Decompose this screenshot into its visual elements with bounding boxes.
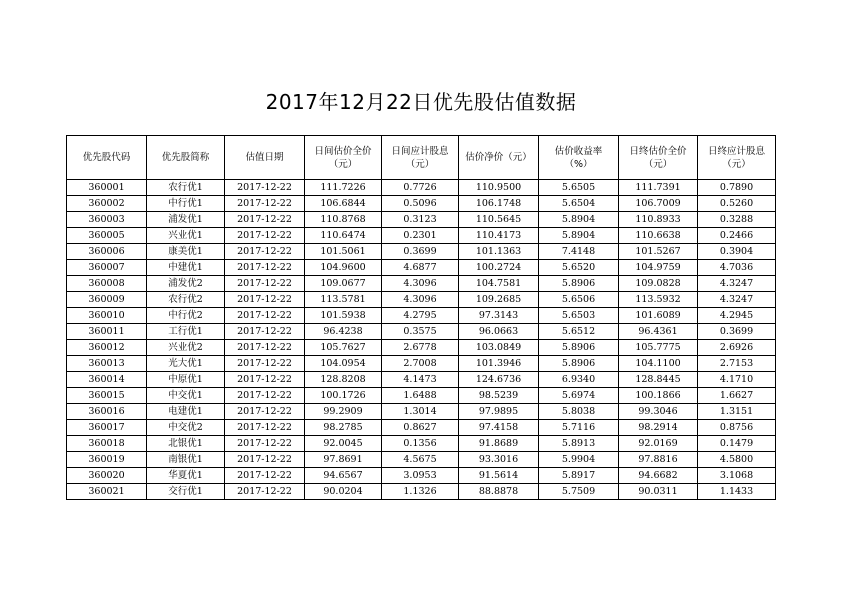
- cell-eod-full-price: 105.7775: [619, 340, 698, 356]
- cell-net-price: 88.8878: [459, 484, 539, 500]
- cell-eod-accrued-dividend: 3.1068: [698, 468, 776, 484]
- cell-yield: 5.7509: [539, 484, 619, 500]
- cell-intraday-full-price: 99.2909: [305, 404, 382, 420]
- cell-date: 2017-12-22: [225, 292, 305, 308]
- column-header-line: 日间应计股息: [391, 145, 449, 157]
- cell-eod-accrued-dividend: 4.3247: [698, 292, 776, 308]
- cell-date: 2017-12-22: [225, 372, 305, 388]
- cell-intraday-accrued-dividend: 0.3575: [382, 324, 459, 340]
- cell-code: 360021: [67, 484, 147, 500]
- cell-eod-full-price: 101.6089: [619, 308, 698, 324]
- cell-name: 中行优2: [147, 308, 225, 324]
- cell-code: 360007: [67, 260, 147, 276]
- cell-date: 2017-12-22: [225, 452, 305, 468]
- cell-date: 2017-12-22: [225, 436, 305, 452]
- cell-code: 360011: [67, 324, 147, 340]
- column-header-date: [225, 136, 305, 180]
- cell-code: 360001: [67, 180, 147, 196]
- cell-code: 360013: [67, 356, 147, 372]
- cell-net-price: 110.5645: [459, 212, 539, 228]
- cell-eod-accrued-dividend: 0.3288: [698, 212, 776, 228]
- column-header-net-price: [459, 136, 539, 180]
- cell-code: 360003: [67, 212, 147, 228]
- cell-eod-accrued-dividend: 4.7036: [698, 260, 776, 276]
- cell-intraday-accrued-dividend: 4.6877: [382, 260, 459, 276]
- cell-intraday-full-price: 98.2785: [305, 420, 382, 436]
- cell-net-price: 124.6736: [459, 372, 539, 388]
- cell-eod-accrued-dividend: 1.1433: [698, 484, 776, 500]
- table-row: [67, 180, 776, 196]
- cell-date: 2017-12-22: [225, 484, 305, 500]
- cell-yield: 7.4148: [539, 244, 619, 260]
- cell-code: 360009: [67, 292, 147, 308]
- cell-eod-full-price: 110.6638: [619, 228, 698, 244]
- cell-intraday-full-price: 105.7627: [305, 340, 382, 356]
- column-header-code: [67, 136, 147, 180]
- column-header-line: 优先股简称: [161, 152, 210, 163]
- column-header-line: （元）: [643, 158, 673, 170]
- cell-eod-accrued-dividend: 2.6926: [698, 340, 776, 356]
- cell-name: 北银优1: [147, 436, 225, 452]
- column-header-eod-accrued-dividend: [698, 136, 776, 180]
- cell-name: 中交优2: [147, 420, 225, 436]
- cell-code: 360020: [67, 468, 147, 484]
- cell-eod-full-price: 97.8816: [619, 452, 698, 468]
- cell-net-price: 101.1363: [459, 244, 539, 260]
- cell-eod-accrued-dividend: 0.7890: [698, 180, 776, 196]
- valuation-table: [66, 135, 776, 500]
- cell-net-price: 97.4158: [459, 420, 539, 436]
- cell-yield: 5.8906: [539, 356, 619, 372]
- cell-eod-accrued-dividend: 0.3699: [698, 324, 776, 340]
- cell-intraday-full-price: 113.5781: [305, 292, 382, 308]
- cell-eod-full-price: 104.9759: [619, 260, 698, 276]
- cell-eod-accrued-dividend: 4.1710: [698, 372, 776, 388]
- header-row: [67, 136, 776, 180]
- cell-yield: 5.8038: [539, 404, 619, 420]
- cell-code: 360018: [67, 436, 147, 452]
- cell-intraday-accrued-dividend: 0.5096: [382, 196, 459, 212]
- cell-name: 兴业优1: [147, 228, 225, 244]
- cell-intraday-accrued-dividend: 0.8627: [382, 420, 459, 436]
- cell-name: 中行优1: [147, 196, 225, 212]
- column-header-line: 日终应计股息: [707, 145, 765, 157]
- cell-intraday-accrued-dividend: 0.3123: [382, 212, 459, 228]
- cell-eod-accrued-dividend: 0.8756: [698, 420, 776, 436]
- cell-name: 农行优2: [147, 292, 225, 308]
- cell-yield: 5.6505: [539, 180, 619, 196]
- cell-eod-accrued-dividend: 4.3247: [698, 276, 776, 292]
- cell-intraday-accrued-dividend: 3.0953: [382, 468, 459, 484]
- cell-yield: 5.8917: [539, 468, 619, 484]
- cell-eod-accrued-dividend: 1.3151: [698, 404, 776, 420]
- table-row: [67, 404, 776, 420]
- column-header-line: 日间估价全价: [314, 145, 372, 157]
- cell-net-price: 98.5239: [459, 388, 539, 404]
- cell-eod-accrued-dividend: 0.3904: [698, 244, 776, 260]
- cell-yield: 5.8906: [539, 340, 619, 356]
- cell-yield: 5.6503: [539, 308, 619, 324]
- cell-name: 康美优1: [147, 244, 225, 260]
- cell-yield: 5.6506: [539, 292, 619, 308]
- table-row: [67, 484, 776, 500]
- cell-net-price: 103.0849: [459, 340, 539, 356]
- cell-intraday-accrued-dividend: 0.7726: [382, 180, 459, 196]
- table-row: [67, 452, 776, 468]
- cell-name: 农行优1: [147, 180, 225, 196]
- cell-eod-full-price: 101.5267: [619, 244, 698, 260]
- cell-eod-full-price: 94.6682: [619, 468, 698, 484]
- column-header-line: 优先股代码: [82, 152, 131, 163]
- table-row: [67, 196, 776, 212]
- cell-date: 2017-12-22: [225, 420, 305, 436]
- document-title: 2017年12月22日优先股估值数据: [265, 90, 577, 114]
- cell-intraday-accrued-dividend: 1.6488: [382, 388, 459, 404]
- cell-eod-accrued-dividend: 2.7153: [698, 356, 776, 372]
- cell-eod-full-price: 98.2914: [619, 420, 698, 436]
- cell-yield: 5.7116: [539, 420, 619, 436]
- cell-intraday-full-price: 97.8691: [305, 452, 382, 468]
- cell-code: 360015: [67, 388, 147, 404]
- cell-intraday-full-price: 111.7226: [305, 180, 382, 196]
- cell-intraday-accrued-dividend: 1.3014: [382, 404, 459, 420]
- cell-net-price: 91.5614: [459, 468, 539, 484]
- cell-code: 360012: [67, 340, 147, 356]
- cell-eod-full-price: 90.0311: [619, 484, 698, 500]
- column-header-intraday-full-price: [305, 136, 382, 180]
- cell-date: 2017-12-22: [225, 388, 305, 404]
- cell-name: 交行优1: [147, 484, 225, 500]
- cell-intraday-full-price: 94.6567: [305, 468, 382, 484]
- column-header-line: 估价净价（元）: [465, 152, 532, 163]
- cell-eod-full-price: 104.1100: [619, 356, 698, 372]
- column-header-line: （%）: [564, 158, 593, 170]
- cell-eod-full-price: 110.8933: [619, 212, 698, 228]
- table-row: [67, 340, 776, 356]
- cell-intraday-full-price: 101.5061: [305, 244, 382, 260]
- cell-eod-full-price: 106.7009: [619, 196, 698, 212]
- cell-date: 2017-12-22: [225, 356, 305, 372]
- cell-date: 2017-12-22: [225, 404, 305, 420]
- table-row: [67, 228, 776, 244]
- cell-eod-accrued-dividend: 1.6627: [698, 388, 776, 404]
- table-row: [67, 260, 776, 276]
- column-header-eod-full-price: [619, 136, 698, 180]
- cell-intraday-accrued-dividend: 0.1356: [382, 436, 459, 452]
- table-row: [67, 244, 776, 260]
- cell-yield: 5.6520: [539, 260, 619, 276]
- cell-code: 360010: [67, 308, 147, 324]
- cell-date: 2017-12-22: [225, 308, 305, 324]
- cell-yield: 5.8913: [539, 436, 619, 452]
- cell-code: 360006: [67, 244, 147, 260]
- cell-net-price: 101.3946: [459, 356, 539, 372]
- cell-intraday-accrued-dividend: 4.3096: [382, 276, 459, 292]
- cell-code: 360017: [67, 420, 147, 436]
- cell-intraday-accrued-dividend: 4.5675: [382, 452, 459, 468]
- cell-eod-full-price: 100.1866: [619, 388, 698, 404]
- cell-net-price: 106.1748: [459, 196, 539, 212]
- cell-date: 2017-12-22: [225, 468, 305, 484]
- cell-eod-full-price: 109.0828: [619, 276, 698, 292]
- column-header-line: （元）: [405, 158, 435, 170]
- column-header-name: [147, 136, 225, 180]
- cell-eod-full-price: 96.4361: [619, 324, 698, 340]
- cell-intraday-accrued-dividend: 2.6778: [382, 340, 459, 356]
- cell-intraday-full-price: 96.4238: [305, 324, 382, 340]
- column-header-line: 估值日期: [245, 152, 284, 163]
- cell-yield: 5.6974: [539, 388, 619, 404]
- cell-intraday-full-price: 92.0045: [305, 436, 382, 452]
- table-row: [67, 308, 776, 324]
- cell-name: 浦发优1: [147, 212, 225, 228]
- cell-eod-accrued-dividend: 4.2945: [698, 308, 776, 324]
- cell-name: 南银优1: [147, 452, 225, 468]
- column-header-intraday-accrued-dividend: [382, 136, 459, 180]
- cell-name: 中交优1: [147, 388, 225, 404]
- cell-date: 2017-12-22: [225, 228, 305, 244]
- cell-code: 360014: [67, 372, 147, 388]
- table-row: [67, 468, 776, 484]
- cell-net-price: 93.3016: [459, 452, 539, 468]
- cell-intraday-full-price: 104.0954: [305, 356, 382, 372]
- cell-intraday-full-price: 104.9600: [305, 260, 382, 276]
- cell-date: 2017-12-22: [225, 212, 305, 228]
- cell-yield: 5.6504: [539, 196, 619, 212]
- cell-date: 2017-12-22: [225, 276, 305, 292]
- cell-code: 360002: [67, 196, 147, 212]
- cell-intraday-full-price: 110.8768: [305, 212, 382, 228]
- table-row: [67, 436, 776, 452]
- table-row: [67, 292, 776, 308]
- cell-intraday-accrued-dividend: 0.2301: [382, 228, 459, 244]
- cell-intraday-accrued-dividend: 0.3699: [382, 244, 459, 260]
- cell-eod-accrued-dividend: 0.2466: [698, 228, 776, 244]
- cell-net-price: 97.3143: [459, 308, 539, 324]
- cell-intraday-full-price: 100.1726: [305, 388, 382, 404]
- cell-eod-accrued-dividend: 4.5800: [698, 452, 776, 468]
- table-row: [67, 420, 776, 436]
- cell-intraday-accrued-dividend: 1.1326: [382, 484, 459, 500]
- cell-intraday-full-price: 90.0204: [305, 484, 382, 500]
- cell-net-price: 110.9500: [459, 180, 539, 196]
- cell-intraday-accrued-dividend: 4.2795: [382, 308, 459, 324]
- column-header-line: （元）: [722, 158, 751, 170]
- cell-yield: 5.6512: [539, 324, 619, 340]
- cell-name: 浦发优2: [147, 276, 225, 292]
- table-row: [67, 324, 776, 340]
- cell-intraday-full-price: 110.6474: [305, 228, 382, 244]
- cell-intraday-full-price: 128.8208: [305, 372, 382, 388]
- table-row: [67, 372, 776, 388]
- cell-name: 中建优1: [147, 260, 225, 276]
- cell-intraday-accrued-dividend: 4.3096: [382, 292, 459, 308]
- table-row: [67, 276, 776, 292]
- cell-name: 电建优1: [147, 404, 225, 420]
- cell-name: 工行优1: [147, 324, 225, 340]
- cell-code: 360019: [67, 452, 147, 468]
- cell-net-price: 109.2685: [459, 292, 539, 308]
- table-row: [67, 356, 776, 372]
- cell-date: 2017-12-22: [225, 324, 305, 340]
- cell-date: 2017-12-22: [225, 260, 305, 276]
- cell-yield: 6.9340: [539, 372, 619, 388]
- cell-yield: 5.8904: [539, 212, 619, 228]
- column-header-line: 日终估价全价: [629, 145, 687, 157]
- cell-eod-accrued-dividend: 0.5260: [698, 196, 776, 212]
- cell-yield: 5.9904: [539, 452, 619, 468]
- cell-eod-full-price: 99.3046: [619, 404, 698, 420]
- cell-eod-full-price: 128.8445: [619, 372, 698, 388]
- cell-date: 2017-12-22: [225, 196, 305, 212]
- cell-code: 360005: [67, 228, 147, 244]
- cell-yield: 5.8904: [539, 228, 619, 244]
- cell-code: 360016: [67, 404, 147, 420]
- cell-eod-full-price: 113.5932: [619, 292, 698, 308]
- cell-net-price: 110.4173: [459, 228, 539, 244]
- cell-net-price: 100.2724: [459, 260, 539, 276]
- cell-intraday-accrued-dividend: 4.1473: [382, 372, 459, 388]
- cell-name: 华夏优1: [147, 468, 225, 484]
- cell-eod-full-price: 92.0169: [619, 436, 698, 452]
- table-body: [67, 180, 776, 500]
- cell-date: 2017-12-22: [225, 340, 305, 356]
- table-row: [67, 388, 776, 404]
- cell-date: 2017-12-22: [225, 180, 305, 196]
- cell-date: 2017-12-22: [225, 244, 305, 260]
- cell-net-price: 97.9895: [459, 404, 539, 420]
- cell-net-price: 104.7581: [459, 276, 539, 292]
- cell-intraday-full-price: 101.5938: [305, 308, 382, 324]
- table-row: [67, 212, 776, 228]
- cell-name: 光大优1: [147, 356, 225, 372]
- cell-yield: 5.8906: [539, 276, 619, 292]
- cell-name: 中原优1: [147, 372, 225, 388]
- column-header-line: （元）: [328, 158, 358, 170]
- cell-code: 360008: [67, 276, 147, 292]
- column-header-yield: [539, 136, 619, 180]
- cell-eod-accrued-dividend: 0.1479: [698, 436, 776, 452]
- cell-net-price: 91.8689: [459, 436, 539, 452]
- cell-name: 兴业优2: [147, 340, 225, 356]
- column-header-line: 估价收益率: [554, 145, 603, 157]
- cell-eod-full-price: 111.7391: [619, 180, 698, 196]
- cell-intraday-full-price: 106.6844: [305, 196, 382, 212]
- cell-net-price: 96.0663: [459, 324, 539, 340]
- cell-intraday-full-price: 109.0677: [305, 276, 382, 292]
- cell-intraday-accrued-dividend: 2.7008: [382, 356, 459, 372]
